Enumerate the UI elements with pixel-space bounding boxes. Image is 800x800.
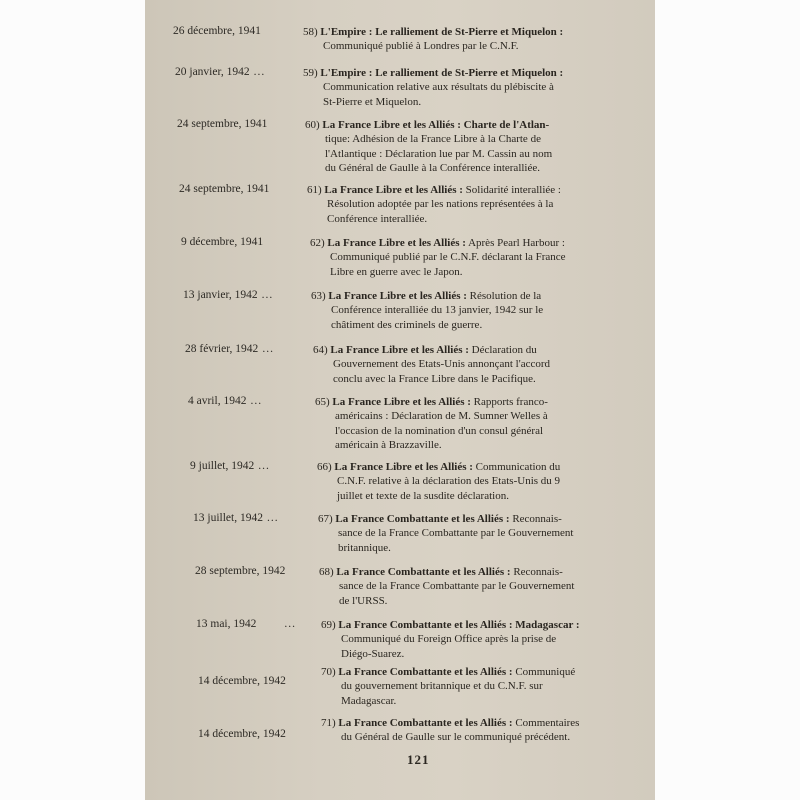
book-page: [145, 0, 655, 800]
entry-text: 67) La France Combattante et les Alliés : Reconnais- sance de la France Combattante par le Gouvernement britannique.: [318, 513, 574, 554]
entry-date: 14 décembre, 1942: [198, 728, 286, 740]
entry-date: 13 mai, 1942 ...: [196, 618, 296, 630]
entry-date: 13 juillet, 1942 ...: [193, 512, 279, 524]
entry-date: 24 septembre, 1941: [177, 118, 268, 130]
entry-text: 65) La France Libre et les Alliés : Rapports franco- américains : Déclaration de M. Sumner Welles à l'occasion de la nomination d'un consul général américain à Brazzaville.: [315, 396, 548, 451]
entry-text: 71) La France Combattante et les Alliés : Commentaires du Général de Gaulle sur le communiqué précédent.: [321, 717, 580, 744]
entry-text: 60) La France Libre et les Alliés : Charte de l'Atlan- tique: Adhésion de la France Libre à la Charte de l'Atlantique : Déclaration lue par M. Cassin au nom du Général de Gaulle à la Conférence interalliée.: [305, 119, 553, 174]
entry-text: 69) La France Combattante et les Alliés : Madagascar : Communiqué du Foreign Office après la prise de Diégo-Suarez.: [321, 619, 580, 660]
entry-date: 28 février, 1942 ...: [185, 343, 274, 355]
entry-text: 61) La France Libre et les Alliés : Solidarité interalliée : Résolution adoptée par les nations représentées à la Conférence interalliée.: [307, 184, 561, 225]
entry-text: 64) La France Libre et les Alliés : Déclaration du Gouvernement des Etats-Unis annonçant l'accord conclu avec la France Libre dans le Pacifique.: [313, 344, 551, 385]
entry-date: 24 septembre, 1941: [179, 183, 270, 195]
entry-date: 9 juillet, 1942 ...: [190, 460, 270, 472]
entry-text: 59) L'Empire : Le ralliement de St-Pierre et Miquelon : Communication relative aux résultats du plébiscite à St-Pierre et Miquelon.: [303, 67, 564, 108]
entry-date: 20 janvier, 1942 ...: [175, 66, 266, 78]
page-number: 121: [407, 752, 430, 767]
entry-date: 28 septembre, 1942: [195, 565, 286, 577]
entry-text: 66) La France Libre et les Alliés : Communication du C.N.F. relative à la déclaration des Etats-Unis du 9 juillet et texte de la susdite déclaration.: [317, 461, 561, 502]
background-right: [655, 0, 800, 800]
entry-date: 14 décembre, 1942: [198, 675, 286, 687]
entry-date: 13 janvier, 1942 ...: [183, 289, 274, 301]
entry-text: 62) La France Libre et les Alliés : Après Pearl Harbour : Communiqué publié par le C.N.F. déclarant la France Libre en guerre avec le Japon.: [310, 237, 566, 278]
entry-text: 68) La France Combattante et les Alliés : Reconnais- sance de la France Combattante par le Gouvernement de l'URSS.: [319, 566, 575, 607]
entry-text: 58) L'Empire : Le ralliement de St-Pierre et Miquelon : Communiqué publié à Londres par le C.N.F.: [303, 26, 564, 53]
entry-date: 26 décembre, 1941: [173, 25, 261, 37]
entry-date: 4 avril, 1942 ...: [188, 395, 263, 407]
background-left: [0, 0, 145, 800]
entry-text: 63) La France Libre et les Alliés : Résolution de la Conférence interalliée du 13 janvier, 1942 sur le châtiment des criminels de guerre.: [311, 290, 544, 331]
entry-date: 9 décembre, 1941: [181, 236, 264, 248]
entry-text: 70) La France Combattante et les Alliés : Communiqué du gouvernement britannique et du C.N.F. sur Madagascar.: [321, 666, 576, 707]
